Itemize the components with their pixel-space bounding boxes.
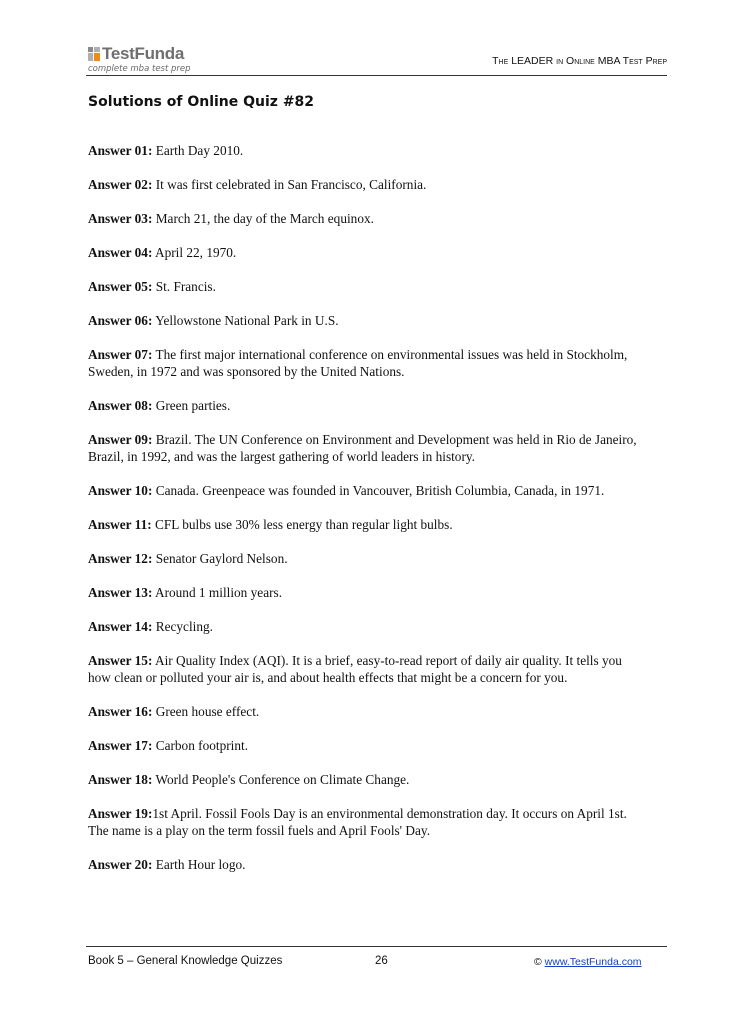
answer-label: Answer 09: xyxy=(88,432,153,447)
answer-text: It was first celebrated in San Francisco, California. xyxy=(152,177,427,192)
answer-item xyxy=(88,142,648,159)
answer-text: Recycling. xyxy=(152,619,213,634)
answer-label: Answer 10: xyxy=(88,483,153,498)
answer-text: Canada. Greenpeace was founded in Vancouver, British Columbia, Canada, in 1971. xyxy=(152,483,605,498)
answer-item xyxy=(88,210,648,227)
answer-item xyxy=(88,771,648,788)
logo-tagline: complete mba test prep xyxy=(88,64,191,74)
answer-item xyxy=(88,550,648,567)
answer-text: CFL bulbs use 30% less energy than regular light bulbs. xyxy=(151,517,453,532)
answer-label: Answer 20: xyxy=(88,857,153,872)
answer-text: April 22, 1970. xyxy=(152,245,237,260)
answer-label: Answer 16: xyxy=(88,704,153,719)
answer-label: Answer 06: xyxy=(88,313,153,328)
answer-label: Answer 02: xyxy=(88,177,153,192)
page-number: 26 xyxy=(375,955,388,967)
answer-text: 1st April. Fossil Fools Day is an environmental demonstration day. It occurs on April 1st. The name is a play on the term fossil fuels and April Fools' Day. xyxy=(88,806,627,838)
answer-item xyxy=(88,312,648,329)
answer-text: World People's Conference on Climate Change. xyxy=(152,772,410,787)
answer-item xyxy=(88,584,648,601)
answer-item xyxy=(88,703,648,720)
answer-item xyxy=(88,244,648,261)
answer-item xyxy=(88,431,648,465)
answers-list xyxy=(88,142,648,890)
answer-label: Answer 11: xyxy=(88,517,152,532)
testfunda-link[interactable]: www.TestFunda.com xyxy=(544,956,642,968)
answer-text: Carbon footprint. xyxy=(152,738,249,753)
answer-text: Senator Gaylord Nelson. xyxy=(152,551,288,566)
answer-label: Answer 08: xyxy=(88,398,153,413)
header-divider xyxy=(86,75,667,76)
answer-text: Yellowstone National Park in U.S. xyxy=(152,313,339,328)
logo-squares-icon xyxy=(88,47,100,61)
answer-item xyxy=(88,805,648,839)
answer-label: Answer 17: xyxy=(88,738,153,753)
answer-text: March 21, the day of the March equinox. xyxy=(152,211,374,226)
answer-label: Answer 07: xyxy=(88,347,153,362)
answer-text: The first major international conference on environmental issues was held in Stockholm, Sweden, in 1972 and was sponsored by the United Nations. xyxy=(88,347,628,379)
answer-label: Answer 14: xyxy=(88,619,153,634)
answer-item xyxy=(88,278,648,295)
logo-name: TestFunda xyxy=(102,44,184,63)
answer-item xyxy=(88,346,648,380)
answer-text: Earth Day 2010. xyxy=(152,143,244,158)
footer-copyright xyxy=(534,956,642,968)
answer-text: Air Quality Index (AQI). It is a brief, easy-to-read report of daily air quality. It tells you how clean or polluted your air is, and about health effects that might be a concern for you. xyxy=(88,653,622,685)
answer-item xyxy=(88,516,648,533)
answer-item xyxy=(88,482,648,499)
answer-text: Earth Hour logo. xyxy=(152,857,246,872)
answer-item xyxy=(88,618,648,635)
answer-item xyxy=(88,652,648,686)
answer-text: Green house effect. xyxy=(152,704,260,719)
copyright-symbol: © xyxy=(534,956,542,968)
answer-label: Answer 18: xyxy=(88,772,153,787)
answer-label: Answer 04: xyxy=(88,245,153,260)
answer-label: Answer 13: xyxy=(88,585,153,600)
answer-item xyxy=(88,397,648,414)
page-footer xyxy=(88,955,648,971)
page-header xyxy=(0,0,729,80)
answer-text: Green parties. xyxy=(152,398,231,413)
page-title: Solutions of Online Quiz #82 xyxy=(88,94,315,110)
answer-label: Answer 19: xyxy=(88,806,153,821)
answer-label: Answer 05: xyxy=(88,279,153,294)
answer-label: Answer 12: xyxy=(88,551,153,566)
answer-label: Answer 03: xyxy=(88,211,153,226)
answer-label: Answer 01: xyxy=(88,143,153,158)
answer-text: Brazil. The UN Conference on Environment and Development was held in Rio de Janeiro, Brazil, in 1992, and was the largest gathering of world leaders in history. xyxy=(88,432,637,464)
testfunda-logo xyxy=(88,44,218,74)
answer-item xyxy=(88,176,648,193)
footer-book-title: Book 5 – General Knowledge Quizzes xyxy=(88,955,283,967)
footer-divider xyxy=(86,946,667,947)
answer-label: Answer 15: xyxy=(88,653,153,668)
header-tagline: The LEADER in Online MBA Test Prep xyxy=(492,55,667,67)
answer-item xyxy=(88,737,648,754)
answer-text: St. Francis. xyxy=(152,279,216,294)
answer-text: Around 1 million years. xyxy=(152,585,283,600)
answer-item xyxy=(88,856,648,873)
